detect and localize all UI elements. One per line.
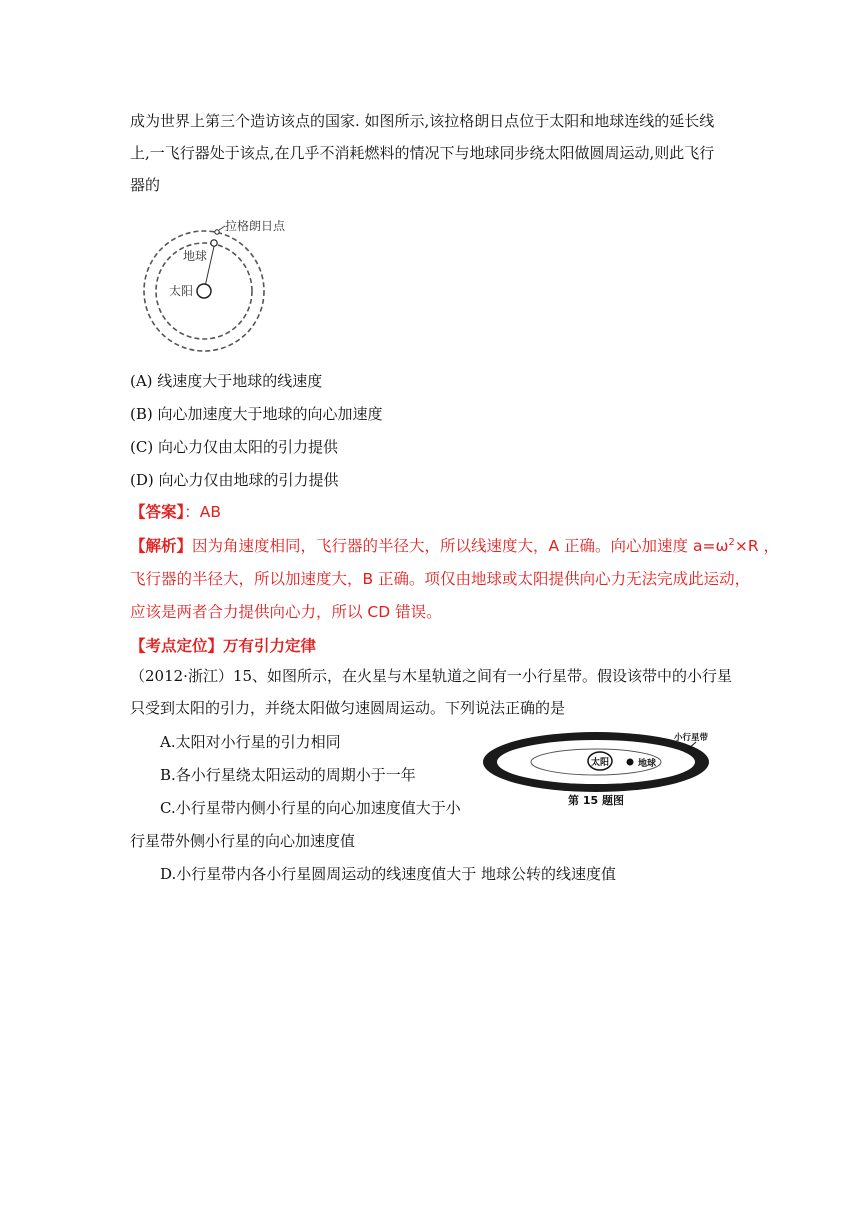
lagrange-figure	[135, 212, 295, 352]
question2-line-1: （2012·浙江）15、如图所示，在火星与木星轨道之间有一小行星带。假设该带中的小行星	[130, 667, 733, 685]
earth-marker	[211, 240, 217, 246]
answer-tag: 【答案】	[130, 503, 185, 521]
belt-label: 小行星带	[674, 733, 709, 743]
answer-sep: ：	[184, 503, 200, 521]
analysis-text-1-tail: ×R ，	[734, 537, 780, 555]
earth-label-2: 地球	[638, 759, 657, 769]
analysis-tag: 【解析】	[130, 537, 193, 555]
earth-marker-2	[627, 759, 634, 766]
question2-option-d: D.小行星带内各小行星圆周运动的线速度值大于 地球公转的线速度值	[160, 865, 617, 883]
question2-option-c-1: C.小行星带内侧小行星的向心加速度值大于小	[160, 799, 461, 817]
sun-marker	[197, 284, 211, 298]
option-a: (A) 线速度大于地球的线速度	[130, 372, 323, 390]
lagrange-marker	[215, 230, 219, 234]
earth-label: 地球	[183, 249, 208, 263]
analysis-line-1	[130, 535, 779, 557]
question2-option-a: A.太阳对小行星的引力相同	[160, 733, 341, 751]
figure-caption: 第 15 题图	[568, 794, 624, 807]
intro-line-3: 器的	[130, 176, 161, 194]
analysis-line-3: 应该是两者合力提供向心力，所以 CD 错误。	[130, 603, 442, 621]
intro-line-2: 上,一飞行器处于该点,在几乎不消耗燃料的情况下与地球同步绕太阳做圆周运动,则此飞行	[130, 144, 715, 162]
question2-line-2: 只受到太阳的引力，并绕太阳做匀速圆周运动。下列说法正确的是	[130, 699, 566, 717]
kaodian-line	[130, 635, 316, 657]
answer-value: AB	[199, 503, 222, 521]
option-d: (D) 向心力仅由地球的引力提供	[130, 471, 339, 489]
intro-line-1: 成为世界上第三个造访该点的国家. 如图所示,该拉格朗日点位于太阳和地球连线的延长线	[130, 112, 715, 130]
kaodian-tag: 【考点定位】	[130, 637, 224, 655]
analysis-text-1: 因为角速度相同，飞行器的半径大，所以线速度大，A 正确。向心加速度 a=ω	[192, 537, 729, 555]
sun-label: 太阳	[169, 284, 194, 298]
sun-label-2: 太阳	[591, 758, 610, 768]
analysis-line-2: 飞行器的半径大，所以加速度大，B 正确。项仅由地球或太阳提供向心力无法完成此运动，	[130, 570, 751, 588]
asteroid-belt-figure	[482, 728, 722, 808]
option-b: (B) 向心加速度大于地球的向心加速度	[130, 405, 383, 423]
option-c: (C) 向心力仅由太阳的引力提供	[130, 438, 338, 456]
question2-option-b: B.各小行星绕太阳运动的周期小于一年	[160, 766, 416, 784]
question2-option-c-2: 行星带外侧小行星的向心加速度值	[130, 832, 356, 850]
answer-line	[130, 501, 221, 523]
analysis-superscript: 2	[728, 536, 735, 548]
kaodian-value: 万有引力定律	[223, 637, 317, 655]
lagrange-label: 拉格朗日点	[225, 219, 286, 233]
